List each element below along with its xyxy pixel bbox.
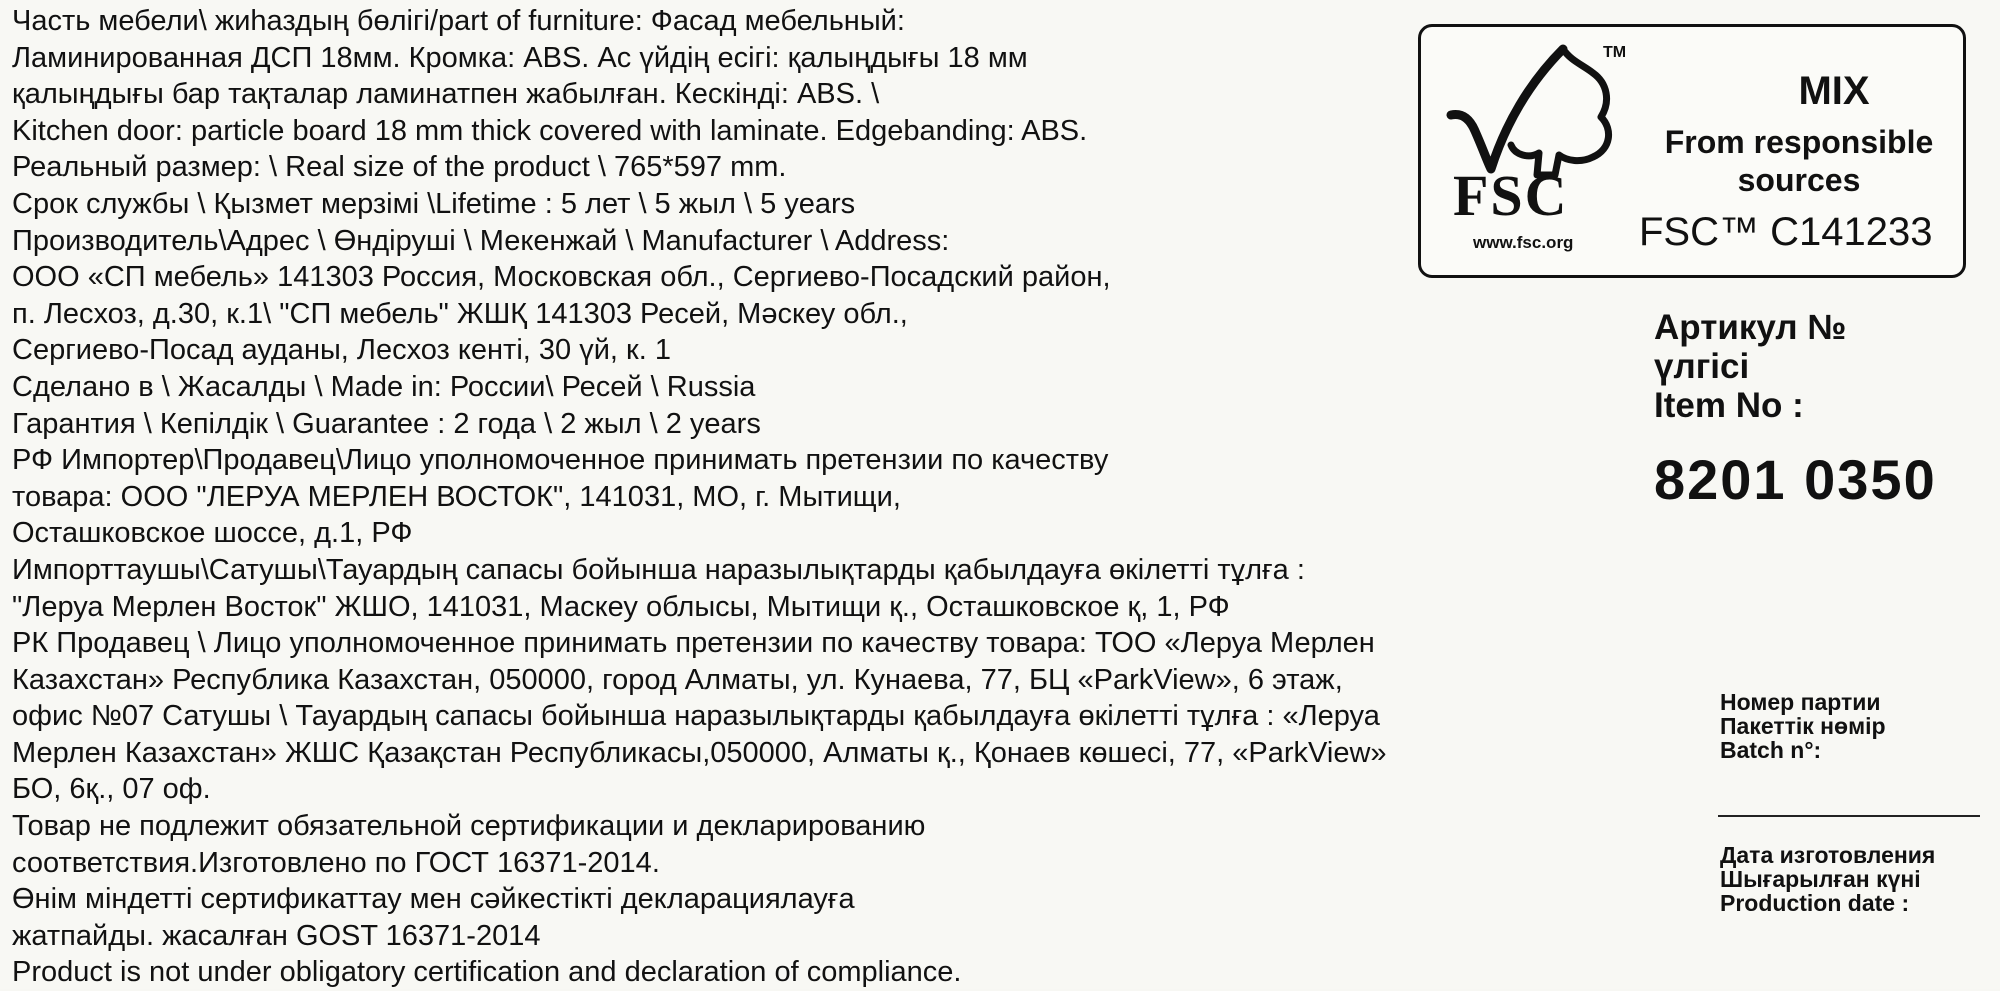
text-line: Product is not under obligatory certification and declaration of compliance. — [12, 956, 962, 989]
text-line: Производитель\Адрес \ Өндіруші \ Мекенжай \ Manufacturer \ Address: — [12, 224, 950, 257]
text-line: Срок службы \ Қызмет мерзімі \Lifetime : 5 лет \ 5 жыл \ 5 years — [12, 187, 856, 220]
fsc-logo-text: FSC — [1453, 163, 1569, 228]
production-label-line: Дата изготовления — [1720, 842, 1936, 868]
text-line: Осташковское шоссе, д.1, РФ — [12, 517, 413, 550]
production-date-label — [1720, 843, 1935, 915]
text-line: жатпайды. жасалған GOST 16371-2014 — [12, 919, 541, 952]
trademark-mark: TM — [1603, 44, 1627, 61]
text-line: Сергиево-Посад ауданы, Лесхоз кенті, 30 үй, к. 1 — [12, 334, 671, 367]
text-line: Ламинированная ДСП 18мм. Кромка: ABS. Ас үйдің есігі: қалыңдығы 18 мм — [12, 41, 1028, 74]
text-line: РФ Импортер\Продавец\Лицо уполномоченное принимать претензии по качеству — [12, 444, 1109, 477]
fsc-certification-box — [1418, 24, 1966, 278]
article-label-line: үлгісі — [1654, 347, 1750, 386]
text-line: Товар не подлежит обязательной сертификации и декларированию — [12, 810, 926, 843]
batch-label-line: Пакеттік нөмір — [1720, 713, 1886, 739]
text-line: қалыңдығы бар тақталар ламинатпен жабылған. Кескінді: ABS. \ — [12, 78, 880, 111]
text-line: Реальный размер: \ Real size of the product \ 765*597 mm. — [12, 151, 787, 184]
item-number: 8201 0350 — [1654, 448, 1937, 511]
text-line: Kitchen door: particle board 18 mm thick covered with laminate. Edgebanding: ABS. — [12, 114, 1088, 147]
text-line: РК Продавец \ Лицо уполномоченное принимать претензии по качеству товара: ТОО «Леруа Мерлен — [12, 627, 1375, 660]
text-line: Мерлен Казахстан» ЖШС Қазақстан Республикасы,050000, Алматы қ., Қонаев көшесі, 77, «ParkView» — [12, 736, 1387, 769]
article-label-line: Артикул № — [1654, 308, 1847, 347]
article-label-line: Item No : — [1654, 386, 1804, 425]
text-line: Часть мебели\ жиһаздың бөлігі/part of furniture: Фасад мебельный: — [12, 5, 905, 37]
production-label-line: Production date : — [1720, 890, 1910, 916]
production-label-line: Шығарылған күні — [1720, 866, 1921, 892]
article-label — [1654, 308, 1846, 425]
fsc-responsible-sources: From responsible sources — [1664, 124, 1934, 198]
batch-number-field-line — [1718, 815, 1980, 817]
fsc-url: www.fsc.org — [1473, 233, 1574, 252]
text-line: Сделано в \ Жасалды \ Made in: России\ Ресей \ Russia — [12, 370, 756, 403]
text-line: соответствия.Изготовлено по ГОСТ 16371-2014. — [12, 846, 660, 879]
text-line: п. Лесхоз, д.30, к.1\ "СП мебель" ЖШҚ 141303 Ресей, Мәскеу обл., — [12, 297, 908, 330]
text-line: Өнім міндетті сертификаттау мен сәйкестікті декларациялауға — [12, 883, 855, 916]
text-line: Импорттаушы\Сатушы\Тауардың сапасы бойынша наразылықтарды қабылдауға өкілетті тұлға : — [12, 553, 1305, 586]
fsc-mix-label: MIX — [1798, 69, 1870, 113]
text-line: ООО «СП мебель» 141303 Россия, Московская обл., Сергиево-Посадский район, — [12, 261, 1111, 294]
text-line: Гарантия \ Кепілдік \ Guarantee : 2 года \ 2 жыл \ 2 years — [12, 407, 761, 440]
text-line: Казахстан» Республика Казахстан, 050000, город Алматы, ул. Кунаева, 77, БЦ «ParkView», 6 этаж, — [12, 663, 1343, 696]
text-line: "Леруа Мерлен Восток" ЖШО, 141031, Маскеу облысы, Мытищи қ., Осташковское қ, 1, РФ — [12, 590, 1230, 623]
fsc-license-code: FSC™ C141233 — [1639, 210, 1933, 254]
text-line: товара: ООО "ЛЕРУА МЕРЛЕН ВОСТОК", 141031, МО, г. Мытищи, — [12, 480, 901, 513]
batch-label-line: Номер партии — [1720, 689, 1881, 715]
batch-label-line: Batch n°: — [1720, 737, 1822, 763]
text-line: офис №07 Сатушы \ Тауардың сапасы бойынша наразылықтарды қабылдауға өкілетті тұлға : «Леруа — [12, 700, 1380, 733]
text-line: БО, 6қ., 07 оф. — [12, 773, 211, 806]
batch-number-label — [1720, 690, 1886, 762]
